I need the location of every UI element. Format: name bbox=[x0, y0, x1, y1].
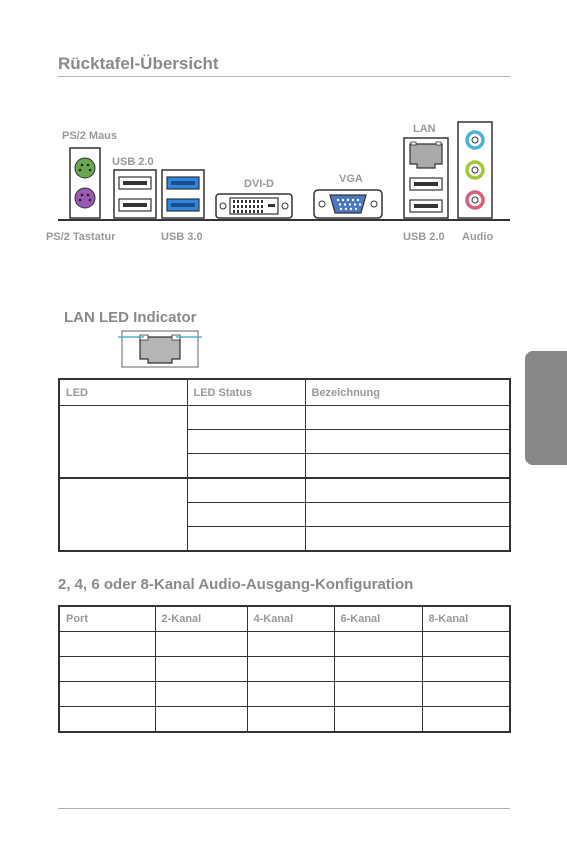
table-cell bbox=[187, 527, 305, 552]
table-cell bbox=[59, 406, 187, 479]
lan-led-heading: LAN LED Indicator bbox=[64, 309, 197, 326]
usb20-left-label: USB 2.0 bbox=[112, 156, 154, 168]
table-cell bbox=[422, 657, 510, 682]
table-cell bbox=[305, 430, 510, 454]
table-cell bbox=[187, 454, 305, 479]
page-title: Rücktafel-Übersicht bbox=[58, 54, 219, 73]
table-cell bbox=[247, 632, 334, 657]
lan-port bbox=[410, 144, 442, 168]
table-cell bbox=[305, 503, 510, 527]
table-cell bbox=[187, 430, 305, 454]
led-status-col-header: LED Status bbox=[187, 379, 305, 406]
description-col-header: Bezeichnung bbox=[305, 379, 510, 406]
usb20-right-label: USB 2.0 bbox=[403, 231, 445, 243]
table-cell bbox=[59, 707, 155, 733]
ps2-mouse-label: PS/2 Maus bbox=[62, 130, 118, 142]
table-cell bbox=[155, 657, 247, 682]
table-row bbox=[59, 478, 510, 503]
ps2-port-block bbox=[70, 148, 100, 218]
lan-label: LAN bbox=[413, 123, 436, 135]
table-cell bbox=[247, 707, 334, 733]
8ch-col-header: 8-Kanal bbox=[422, 606, 510, 632]
table-cell bbox=[187, 406, 305, 430]
table-cell bbox=[334, 682, 422, 707]
table-cell bbox=[59, 632, 155, 657]
table-cell bbox=[247, 657, 334, 682]
table-cell bbox=[305, 406, 510, 430]
section-side-tab bbox=[525, 351, 567, 465]
table-cell bbox=[334, 632, 422, 657]
table-cell bbox=[187, 478, 305, 503]
dvi-port bbox=[216, 194, 292, 218]
usb20-left-ports bbox=[114, 170, 156, 218]
audio-label: Audio bbox=[462, 231, 494, 243]
table-cell bbox=[59, 478, 187, 551]
title-divider bbox=[58, 76, 510, 77]
table-cell bbox=[422, 707, 510, 733]
ps2-mouse-port bbox=[75, 158, 95, 178]
ps2-keyboard-port bbox=[75, 188, 95, 208]
ps2-keyboard-label: PS/2 Tastatur bbox=[46, 231, 116, 243]
vga-port bbox=[314, 190, 382, 218]
table-cell bbox=[305, 478, 510, 503]
table-cell bbox=[247, 682, 334, 707]
table-cell bbox=[422, 682, 510, 707]
table-cell bbox=[334, 657, 422, 682]
dvi-label: DVI-D bbox=[244, 178, 274, 190]
table-row bbox=[59, 632, 510, 657]
usb30-ports bbox=[162, 170, 204, 218]
audio-config-heading: 2, 4, 6 oder 8-Kanal Audio-Ausgang-Konfiguration bbox=[58, 576, 414, 593]
lan-led-diagram bbox=[118, 329, 202, 369]
4ch-col-header: 4-Kanal bbox=[247, 606, 334, 632]
lan-usb-stack bbox=[404, 138, 448, 218]
table-cell bbox=[305, 527, 510, 552]
lan-led-table bbox=[58, 378, 511, 552]
usb30-label: USB 3.0 bbox=[161, 231, 203, 243]
6ch-col-header: 6-Kanal bbox=[334, 606, 422, 632]
table-cell bbox=[422, 632, 510, 657]
table-cell bbox=[305, 454, 510, 479]
table-cell bbox=[187, 503, 305, 527]
port-col-header: Port bbox=[59, 606, 155, 632]
table-row bbox=[59, 657, 510, 682]
audio-jacks bbox=[458, 122, 492, 218]
table-cell bbox=[59, 657, 155, 682]
footer-divider bbox=[58, 808, 510, 809]
table-row bbox=[59, 707, 510, 733]
table-row bbox=[59, 682, 510, 707]
back-panel-diagram bbox=[58, 120, 510, 222]
table-cell bbox=[334, 707, 422, 733]
audio-config-table bbox=[58, 605, 511, 733]
table-row bbox=[59, 406, 510, 430]
table-cell bbox=[155, 707, 247, 733]
table-cell bbox=[59, 682, 155, 707]
table-cell bbox=[155, 632, 247, 657]
table-cell bbox=[155, 682, 247, 707]
2ch-col-header: 2-Kanal bbox=[155, 606, 247, 632]
led-col-header: LED bbox=[59, 379, 187, 406]
vga-label: VGA bbox=[339, 173, 363, 185]
